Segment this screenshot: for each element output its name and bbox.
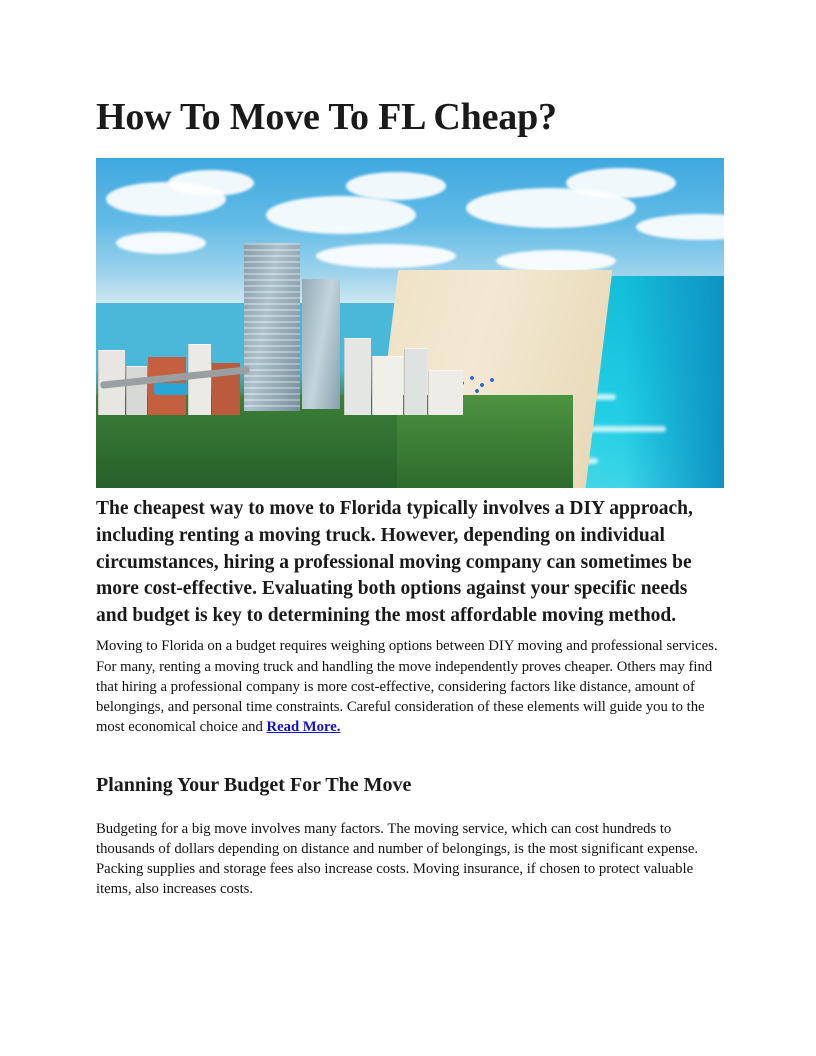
cloud-icon	[346, 172, 446, 200]
section-heading: Planning Your Budget For The Move	[96, 773, 412, 796]
deep-ocean-region	[624, 276, 724, 487]
hero-image	[96, 158, 724, 488]
intro-paragraph-text: Moving to Florida on a budget requires weighing options between DIY moving and professional services. For many, renting a moving truck and handling the move independently proves cheaper. Others may find that hiring a professional company is more cost-effective, considering factors like distance, amount of belongings, and personal time constraints. Careful consideration of these elements will guide you to the most economical choice and	[96, 638, 718, 736]
page-title: How To Move To FL Cheap?	[96, 96, 557, 138]
lead-paragraph: The cheapest way to move to Florida typically involves a DIY approach, including renting a moving truck. However, depending on individual circumstances, hiring a professional moving company can sometimes be more cost-effective. Evaluating both options against your specific needs and budget is key to determining the most affordable moving method.	[96, 497, 693, 627]
building	[126, 366, 147, 415]
city-skyline	[96, 257, 485, 415]
section-paragraph: Budgeting for a big move involves many factors. The moving service, which can cost hundreds to thousands of dollars depending on distance and number of belongings, is the most significant expense. Packing supplies and storage fees also increase costs. Moving insurance, if chosen to protect valuable items, also increases costs.	[96, 820, 699, 898]
secondary-tower	[302, 279, 340, 409]
building	[428, 370, 463, 415]
building	[372, 356, 403, 415]
cloud-icon	[566, 168, 676, 198]
main-tower	[244, 243, 300, 411]
read-more-link[interactable]: Read More.	[266, 719, 341, 736]
building	[344, 338, 371, 415]
cloud-icon	[496, 250, 616, 272]
intro-paragraph	[96, 636, 720, 737]
building	[404, 348, 427, 415]
swimming-pool	[154, 383, 188, 395]
cloud-icon	[168, 170, 254, 196]
building	[188, 344, 211, 415]
cloud-icon	[266, 196, 416, 234]
cloud-icon	[116, 232, 206, 254]
